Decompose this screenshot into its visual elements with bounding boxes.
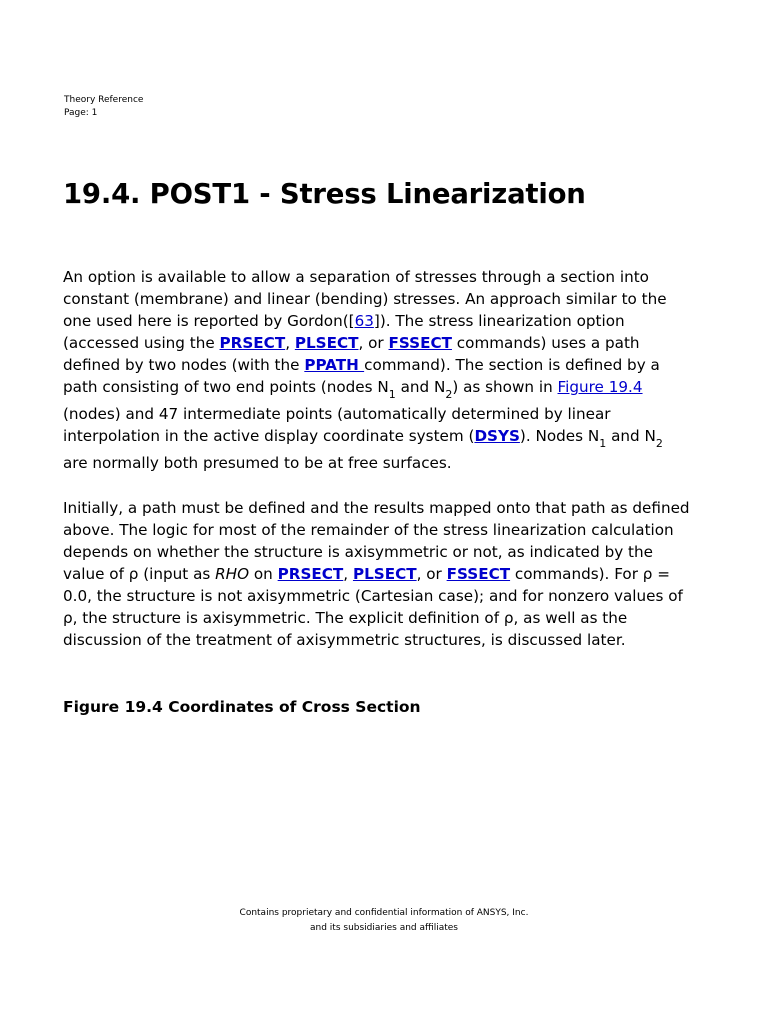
text-segment: commands). For ρ = xyxy=(510,565,670,583)
text-line: above. The logic for most of the remainder of the stress linearization calculation xyxy=(63,521,674,539)
text-segment: ) as shown in xyxy=(452,378,558,396)
subscript: 2 xyxy=(445,388,453,401)
footer-line: and its subsidiaries and affiliates xyxy=(310,923,458,933)
intro-paragraph xyxy=(63,266,723,474)
text-line xyxy=(63,332,723,354)
ppath-link[interactable]: PPATH xyxy=(304,356,365,374)
doc-name: Theory Reference xyxy=(64,95,144,105)
plsect-link[interactable]: PLSECT xyxy=(294,334,359,352)
text-segment: , xyxy=(343,565,353,583)
figure-caption: Figure 19.4 Coordinates of Cross Section xyxy=(63,698,421,716)
fssect-link[interactable]: FSSECT xyxy=(388,334,452,352)
text-segment: command). The section is defined by a xyxy=(364,356,660,374)
text-line: (nodes) and 47 intermediate points (automatically determined by linear xyxy=(63,405,611,423)
figure-reference-link[interactable]: Figure 19.4 xyxy=(557,378,643,396)
text-segment: value of ρ (input as xyxy=(63,565,216,583)
text-line: ρ, the structure is axisymmetric. The explicit definition of ρ, as well as the xyxy=(63,609,628,627)
text-line xyxy=(63,354,723,376)
subscript: 1 xyxy=(599,437,607,450)
text-segment: , xyxy=(285,334,295,352)
page-header xyxy=(64,94,143,120)
text-line: depends on whether the structure is axisymmetric or not, as indicated by the xyxy=(63,543,653,561)
text-line: 0.0, the structure is not axisymmetric (Cartesian case); and for nonzero values of xyxy=(63,587,683,605)
text-segment: defined by two nodes (with the xyxy=(63,356,305,374)
section-title: 19.4. POST1 - Stress Linearization xyxy=(63,178,586,210)
text-segment: , or xyxy=(358,334,389,352)
text-line: are normally both presumed to be at free surfaces. xyxy=(63,454,452,472)
text-segment: and N xyxy=(606,427,656,445)
rho-parameter: RHO xyxy=(215,565,250,583)
text-line xyxy=(63,310,723,332)
fssect-link[interactable]: FSSECT xyxy=(446,565,511,583)
text-line xyxy=(63,563,723,585)
text-segment: and N xyxy=(395,378,446,396)
text-line: An option is available to allow a separation of stresses through a section into xyxy=(63,268,649,286)
text-segment: ]). The stress linearization option xyxy=(373,312,625,330)
footer-line: Contains proprietary and confidential information of ANSYS, Inc. xyxy=(239,908,529,918)
logic-paragraph xyxy=(63,497,723,651)
reference-link-63[interactable]: 63 xyxy=(354,312,374,330)
dsys-link[interactable]: DSYS xyxy=(474,427,520,445)
text-segment: , or xyxy=(416,565,447,583)
page-number: Page: 1 xyxy=(64,108,98,118)
text-line: Initially, a path must be defined and the results mapped onto that path as defined xyxy=(63,499,690,517)
text-segment: interpolation in the active display coordinate system ( xyxy=(63,427,475,445)
text-line: discussion of the treatment of axisymmetric structures, is discussed later. xyxy=(63,631,626,649)
text-segment: path consisting of two end points (nodes N xyxy=(63,378,389,396)
text-segment: on xyxy=(249,565,278,583)
prsect-link[interactable]: PRSECT xyxy=(219,334,286,352)
text-line xyxy=(63,376,723,403)
page-footer xyxy=(0,906,768,936)
subscript: 2 xyxy=(655,437,663,450)
text-line xyxy=(63,425,723,452)
text-segment: ). Nodes N xyxy=(519,427,600,445)
text-segment: one used here is reported by Gordon([ xyxy=(63,312,355,330)
text-segment: (accessed using the xyxy=(63,334,220,352)
text-line: constant (membrane) and linear (bending) stresses. An approach similar to the xyxy=(63,290,667,308)
prsect-link[interactable]: PRSECT xyxy=(277,565,344,583)
subscript: 1 xyxy=(388,388,396,401)
text-segment: commands) uses a path xyxy=(451,334,640,352)
plsect-link[interactable]: PLSECT xyxy=(352,565,417,583)
